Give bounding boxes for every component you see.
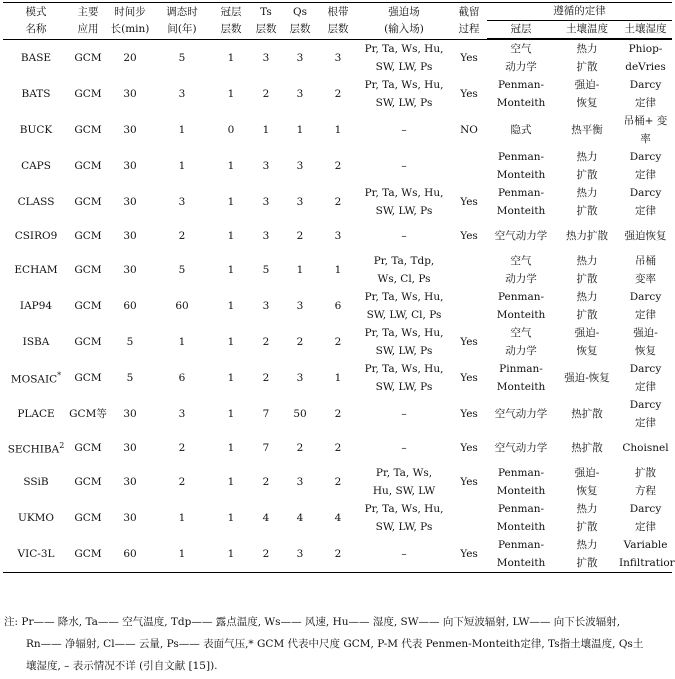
cell-law-canopy: Penman- Monteith	[496, 467, 546, 497]
cell-app: GCM	[74, 512, 102, 524]
cell-law-canopy: 空气 动力学	[505, 327, 537, 357]
table-row	[3, 324, 672, 360]
cell-spinup: 3	[178, 196, 186, 208]
cell-ts-layers: 7	[262, 408, 270, 420]
cell-root-layers: 3	[334, 52, 342, 64]
table-row	[3, 112, 672, 148]
cell-canopy-layers: 1	[227, 52, 235, 64]
cell-law-soil-temp: 热力 扩散	[576, 255, 598, 285]
cell-timestep: 30	[123, 196, 137, 208]
cell-timestep: 30	[123, 476, 137, 488]
cell-canopy-layers: 1	[211, 536, 251, 573]
table-body	[3, 40, 675, 573]
cell-forcing: –	[401, 408, 407, 420]
cell-law-canopy: 空气动力学	[494, 408, 548, 420]
table-row	[3, 76, 672, 112]
cell-qs-layers: 3	[296, 160, 304, 172]
cell-interception: Yes	[460, 230, 478, 242]
cell-ts-layers: 3	[262, 52, 270, 64]
header-spinup: 调态时 间(年)	[153, 3, 211, 39]
cell-root-layers: 2	[334, 196, 342, 208]
cell-qs-layers: 3	[296, 196, 304, 208]
cell-canopy-layers: 1	[227, 160, 235, 172]
cell-canopy-layers: 1	[227, 196, 235, 208]
cell-law-canopy: Pinman- Monteith	[496, 363, 546, 393]
models-table-container	[3, 2, 675, 573]
cell-model: CLASS	[17, 196, 55, 208]
cell-forcing: Pr, Ta, Ws, Hu, SW, LW, Ps	[364, 327, 444, 357]
cell-app: GCM	[74, 88, 102, 100]
cell-forcing: Pr, Ta, Ws, Hu, SW, LW, Ps	[364, 79, 444, 109]
cell-qs-layers: 3	[281, 536, 319, 573]
cell-root-layers: 2	[334, 476, 342, 488]
cell-forcing: Pr, Ta, Tdp, Ws, Cl, Ps	[373, 255, 435, 285]
header-law-canopy: 冠层	[487, 21, 555, 39]
cell-law-canopy: Penman- Monteith	[496, 79, 546, 109]
cell-timestep: 5	[126, 336, 134, 348]
cell-app: GCM	[74, 442, 102, 454]
footnote-line-3: 壤湿度, – 表示情况不详 (引自文献 [15]).	[26, 660, 218, 672]
cell-ts-layers: 3	[262, 230, 270, 242]
cell-model: SSiB	[23, 476, 49, 488]
cell-law-soil-moisture: Darcy 定律	[629, 151, 662, 181]
cell-timestep: 30	[123, 264, 137, 276]
cell-spinup: 2	[178, 230, 186, 242]
cell-model: VIC-3L	[3, 536, 69, 573]
cell-interception: Yes	[460, 372, 478, 384]
cell-app: GCM	[74, 476, 102, 488]
cell-forcing: Pr, Ta, Ws, Hu, SW, LW	[372, 467, 436, 497]
cell-interception	[451, 252, 487, 288]
cell-spinup: 6	[178, 372, 186, 384]
cell-spinup: 3	[178, 88, 186, 100]
cell-spinup: 1	[178, 160, 186, 172]
cell-spinup: 1	[153, 536, 211, 573]
cell-ts-layers: 3	[262, 160, 270, 172]
cell-timestep: 30	[123, 230, 137, 242]
header-ts-layers: Ts 层数	[251, 3, 281, 39]
cell-timestep: 30	[123, 408, 137, 420]
table-row	[3, 432, 672, 464]
header-root-layers: 根带 层数	[319, 3, 357, 39]
header-laws-group: 遵循的定律	[487, 3, 672, 21]
cell-model: BASE	[20, 52, 52, 64]
cell-spinup: 1	[178, 512, 186, 524]
cell-law-canopy: Penman- Monteith	[496, 187, 546, 217]
table-row	[3, 360, 672, 396]
cell-law-canopy: 空气动力学	[494, 442, 548, 454]
cell-law-canopy: Penman- Monteith	[496, 151, 546, 181]
header-canopy-layers: 冠层 层数	[211, 3, 251, 39]
cell-forcing: Pr, Ta, Ws, Hu, SW, LW, Ps	[364, 503, 444, 533]
cell-law-canopy: Penman- Monteith	[487, 536, 555, 573]
cell-law-soil-moisture: Darcy 定律	[629, 79, 662, 109]
cell-forcing: Pr, Ta, Ws, Hu, SW, LW, Ps	[364, 363, 444, 393]
cell-law-soil-temp: 强迫- 恢复	[574, 327, 600, 357]
cell-law-soil-moisture: 强迫恢复	[624, 230, 667, 242]
cell-spinup: 5	[178, 264, 186, 276]
cell-app: GCM	[74, 196, 102, 208]
table-row	[3, 464, 672, 500]
cell-root-layers: 3	[334, 230, 342, 242]
cell-timestep: 60	[107, 536, 153, 573]
cell-model: IAP94	[19, 300, 53, 312]
cell-law-canopy: 空气 动力学	[505, 255, 537, 285]
cell-ts-layers: 2	[262, 476, 270, 488]
footnote-line-1: 注: Pr—— 降水, Ta—— 空气温度, Tdp—— 露点温度, Ws—— 风速, Hu—— 湿度, SW—— 向下短波辐射, LW—— 向下长波辐射,	[4, 616, 621, 628]
cell-root-layers: 1	[334, 372, 342, 384]
cell-law-canopy: Penman- Monteith	[496, 503, 546, 533]
cell-root-layers: 1	[334, 264, 342, 276]
cell-law-soil-moisture: Darcy 定律	[629, 363, 662, 393]
cell-app: GCM	[74, 264, 102, 276]
cell-spinup: 3	[178, 408, 186, 420]
cell-canopy-layers: 1	[227, 88, 235, 100]
cell-canopy-layers: 1	[227, 230, 235, 242]
cell-canopy-layers: 1	[227, 408, 235, 420]
cell-timestep: 60	[123, 300, 137, 312]
cell-forcing: Pr, Ta, Ws, Hu, SW, LW, Ps	[364, 187, 444, 217]
cell-ts-layers: 2	[262, 372, 270, 384]
table-row	[3, 184, 672, 220]
table-row	[3, 148, 672, 184]
cell-forcing: –	[401, 442, 407, 454]
cell-law-soil-temp: 热力 扩散	[576, 503, 598, 533]
cell-ts-layers: 1	[262, 124, 270, 136]
cell-law-soil-moisture: Darcy 定律	[629, 291, 662, 321]
cell-app: GCM	[74, 372, 102, 384]
cell-timestep: 30	[123, 88, 137, 100]
cell-ts-layers: 3	[262, 300, 270, 312]
table-row	[3, 396, 672, 432]
cell-law-soil-moisture: Darcy 定律	[629, 399, 662, 429]
cell-app: GCM	[69, 536, 107, 573]
cell-model: MOSAIC*	[10, 371, 62, 386]
cell-timestep: 5	[126, 372, 134, 384]
cell-interception: Yes	[460, 442, 478, 454]
cell-canopy-layers: 1	[227, 300, 235, 312]
cell-law-soil-moisture: 强迫- 恢复	[633, 327, 658, 357]
cell-law-soil-temp: 强迫-恢复	[564, 372, 610, 384]
cell-ts-layers: 2	[251, 536, 281, 573]
cell-root-layers: 2	[334, 408, 342, 420]
cell-root-layers: 2	[334, 336, 342, 348]
cell-model: UKMO	[17, 512, 55, 524]
cell-model: PLACE	[17, 408, 55, 420]
cell-law-canopy: 空气 动力学	[505, 43, 537, 73]
cell-qs-layers: 2	[296, 230, 304, 242]
header-law-soil-temp: 土壤温度	[555, 21, 619, 39]
table-row	[3, 500, 672, 536]
cell-interception: Yes	[460, 52, 478, 64]
header-model: 模式 名称	[3, 3, 69, 39]
cell-app: GCM等	[69, 408, 107, 420]
cell-law-soil-moisture: Phiop- deVries	[625, 43, 666, 73]
cell-model: ECHAM	[14, 264, 58, 276]
cell-law-soil-temp: 热力 扩散	[576, 151, 598, 181]
cell-forcing: –	[401, 124, 407, 136]
header-qs-layers: Qs 层数	[281, 3, 319, 39]
cell-qs-layers: 2	[296, 336, 304, 348]
cell-qs-layers: 50	[293, 408, 307, 420]
cell-interception	[451, 288, 487, 324]
cell-law-soil-moisture: 吊桶 变率	[635, 255, 656, 285]
cell-law-soil-temp: 热力 扩散	[576, 43, 598, 73]
cell-timestep: 20	[123, 52, 137, 64]
cell-timestep: 30	[123, 160, 137, 172]
cell-timestep: 30	[123, 442, 137, 454]
cell-law-soil-temp: 强迫- 恢复	[574, 79, 600, 109]
cell-interception: Yes	[460, 408, 478, 420]
cell-interception	[451, 148, 487, 184]
cell-qs-layers: 3	[296, 372, 304, 384]
cell-canopy-layers: 1	[227, 264, 235, 276]
cell-model: CSIRO9	[14, 230, 58, 242]
cell-app: GCM	[74, 336, 102, 348]
cell-root-layers: 6	[334, 300, 342, 312]
cell-canopy-layers: 1	[227, 372, 235, 384]
cell-law-soil-temp: 热力 扩散	[576, 187, 598, 217]
header-app: 主要 应用	[69, 3, 107, 39]
cell-model: SECHIBA$^2$	[7, 441, 65, 456]
cell-ts-layers: 7	[262, 442, 270, 454]
cell-forcing: Pr, Ta, Ws, Hu, SW, LW, Cl, Ps	[364, 291, 444, 321]
cell-model: CAPS	[21, 160, 51, 172]
cell-law-soil-temp: 强迫- 恢复	[574, 467, 600, 497]
cell-root-layers: 2	[334, 160, 342, 172]
cell-spinup: 2	[178, 476, 186, 488]
cell-canopy-layers: 0	[227, 124, 235, 136]
cell-spinup: 2	[178, 442, 186, 454]
table-row	[3, 536, 672, 573]
cell-interception: Yes	[460, 196, 478, 208]
cell-qs-layers: 2	[296, 442, 304, 454]
cell-spinup: 60	[175, 300, 189, 312]
cell-forcing: –	[401, 230, 407, 242]
cell-interception	[451, 500, 487, 536]
cell-canopy-layers: 1	[227, 442, 235, 454]
cell-qs-layers: 3	[296, 300, 304, 312]
cell-model: ISBA	[22, 336, 50, 348]
cell-qs-layers: 3	[296, 88, 304, 100]
cell-law-soil-moisture: Darcy 定律	[629, 503, 662, 533]
cell-root-layers: 2	[334, 442, 342, 454]
cell-app: GCM	[74, 300, 102, 312]
cell-ts-layers: 2	[262, 336, 270, 348]
cell-qs-layers: 3	[296, 476, 304, 488]
cell-app: GCM	[74, 160, 102, 172]
table-row	[3, 252, 672, 288]
cell-law-canopy: 空气动力学	[494, 230, 548, 242]
land-surface-models-table	[3, 2, 675, 573]
cell-qs-layers: 1	[296, 124, 304, 136]
cell-ts-layers: 2	[262, 88, 270, 100]
header-law-soil-moisture: 土壤湿度	[619, 21, 672, 39]
table-row	[3, 288, 672, 324]
cell-interception: Yes	[460, 476, 478, 488]
cell-law-soil-moisture: Variable Infiltratior	[619, 536, 672, 573]
cell-law-soil-temp: 热扩散	[571, 442, 603, 454]
cell-qs-layers: 3	[296, 52, 304, 64]
cell-law-canopy: 隐式	[510, 124, 532, 136]
cell-canopy-layers: 1	[227, 336, 235, 348]
header-timestep: 时间步 长(min)	[107, 3, 153, 39]
header-forcing: 强迫场 (输入场)	[357, 3, 451, 39]
header-interception: 截留 过程	[451, 3, 487, 39]
cell-spinup: 1	[178, 124, 186, 136]
cell-ts-layers: 4	[262, 512, 270, 524]
cell-law-soil-moisture: Choisnel	[622, 442, 669, 454]
table-footnote	[4, 611, 668, 677]
cell-spinup: 5	[178, 52, 186, 64]
cell-model: BUCK	[19, 124, 53, 136]
cell-law-soil-temp: 热力 扩散	[576, 291, 598, 321]
cell-root-layers: 1	[334, 124, 342, 136]
cell-root-layers: 2	[319, 536, 357, 573]
cell-app: GCM	[74, 52, 102, 64]
cell-law-soil-moisture: Darcy 定律	[629, 187, 662, 217]
cell-model: BATS	[21, 88, 51, 100]
cell-law-soil-temp: 热力扩散	[566, 230, 608, 242]
cell-forcing: –	[401, 160, 407, 172]
cell-timestep: 30	[123, 124, 137, 136]
cell-timestep: 30	[123, 512, 137, 524]
cell-ts-layers: 5	[262, 264, 270, 276]
cell-app: GCM	[74, 230, 102, 242]
cell-root-layers: 2	[334, 88, 342, 100]
cell-forcing: –	[357, 536, 451, 573]
cell-law-soil-moisture: 扩散 方程	[635, 467, 656, 497]
cell-qs-layers: 1	[296, 264, 304, 276]
cell-canopy-layers: 1	[227, 512, 235, 524]
cell-interception: Yes	[460, 88, 478, 100]
cell-root-layers: 4	[334, 512, 342, 524]
footnote-line-2: Rn—— 净辐射, Cl—— 云量, Ps—— 表面气压,* GCM 代表中尺度 GCM, P-M 代表 Penmen-Monteith定律, Ts指土壤温度, Qs土	[26, 638, 644, 650]
cell-law-soil-temp: 热力 扩散	[555, 536, 619, 573]
cell-interception: Yes	[451, 536, 487, 573]
cell-app: GCM	[74, 124, 102, 136]
cell-law-soil-temp: 热平衡	[571, 124, 603, 136]
cell-qs-layers: 4	[296, 512, 304, 524]
cell-law-soil-moisture: 吊桶+ 变率	[623, 115, 668, 145]
cell-spinup: 1	[178, 336, 186, 348]
cell-interception: NO	[460, 124, 478, 136]
table-row	[3, 220, 672, 252]
cell-interception: Yes	[460, 336, 478, 348]
cell-law-canopy: Penman- Monteith	[496, 291, 546, 321]
cell-forcing: Pr, Ta, Ws, Hu, SW, LW, Ps	[364, 43, 444, 73]
cell-law-soil-temp: 热扩散	[571, 408, 603, 420]
cell-canopy-layers: 1	[227, 476, 235, 488]
cell-ts-layers: 3	[262, 196, 270, 208]
table-row	[3, 40, 672, 77]
